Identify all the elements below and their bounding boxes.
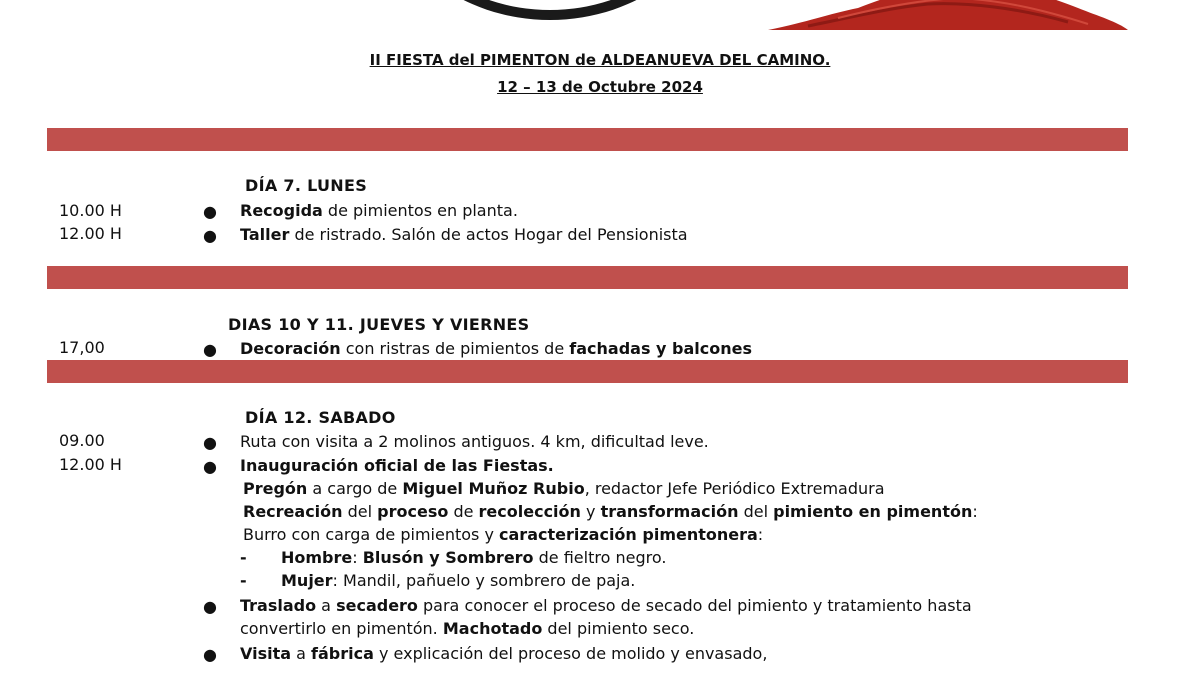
event-detail: Burro con carga de pimientos y caracterización pimentonera: [243,525,764,544]
event-item: Recogida de pimientos en planta. [240,201,518,220]
bullet-icon: ● [203,645,217,664]
event-time: 12.00 H [59,455,122,474]
bullet-icon: ● [203,433,217,452]
bullet-icon: ● [203,202,217,221]
day-heading: DÍA 7. LUNES [245,176,368,195]
bullet-icon: ● [203,226,217,245]
event-item: Taller de ristrado. Salón de actos Hogar del Pensionista [240,225,688,244]
event-item: Inauguración oficial de las Fiestas. [240,456,554,475]
event-time: 10.00 H [59,201,122,220]
event-item: convertirlo en pimentón. Machotado del pimiento seco. [240,619,695,638]
section-divider [47,360,1128,383]
event-detail: Hombre: Blusón y Sombrero de fieltro negro. [281,548,667,567]
event-item: Traslado a secadero para conocer el proceso de secado del pimiento y tratamiento hasta [240,596,972,615]
event-time: 12.00 H [59,224,122,243]
event-detail: Mujer: Mandil, pañuelo y sombrero de paja. [281,571,636,590]
bullet-icon: ● [203,340,217,359]
event-detail: Recreación del proceso de recolección y transformación del pimiento en pimentón: [243,502,978,521]
event-item: Ruta con visita a 2 molinos antiguos. 4 km, dificultad leve. [240,432,709,451]
day-heading: DÍA 12. SABADO [245,408,396,427]
event-time: 09.00 [59,431,105,450]
event-time: 17,00 [59,338,105,357]
paprika-powder-image [768,0,1128,34]
event-item: Decoración con ristras de pimientos de fachadas y balcones [240,339,753,358]
festival-logo [385,0,715,20]
dash-marker: - [240,548,247,567]
event-detail: Pregón a cargo de Miguel Muñoz Rubio, redactor Jefe Periódico Extremadura [243,479,885,498]
section-divider [47,266,1128,289]
bullet-icon: ● [203,597,217,616]
day-heading: DIAS 10 Y 11. JUEVES Y VIERNES [228,315,530,334]
bullet-icon: ● [203,457,217,476]
event-dates: 12 – 13 de Octubre 2024 [497,78,703,96]
dash-marker: - [240,571,247,590]
event-item: Visita a fábrica y explicación del proceso de molido y envasado, [240,644,768,663]
section-divider [47,128,1128,151]
page-title: II FIESTA del PIMENTON de ALDEANUEVA DEL CAMINO. [369,51,831,69]
